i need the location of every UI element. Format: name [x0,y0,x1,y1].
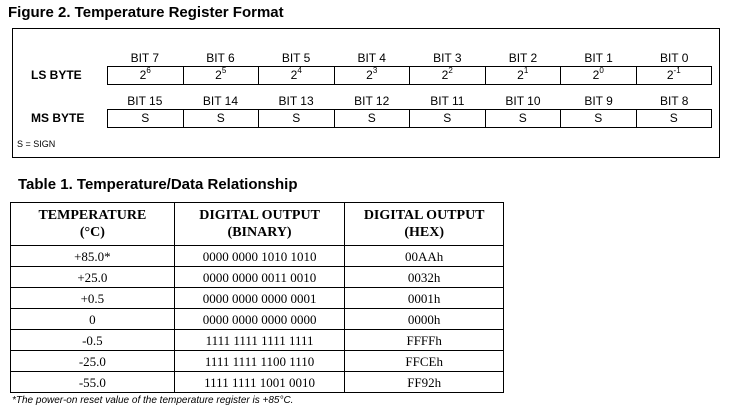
weight-exponent: 6 [146,66,151,75]
header-binary [174,203,345,246]
bit-label: BIT 15 [127,94,163,108]
temperature-cell: -55.0 [11,372,175,393]
table-row [11,246,504,267]
sign-bit-cell: S [485,110,561,127]
table-header-row [11,203,504,246]
header-line: TEMPERATURE [38,208,147,223]
bit-label: BIT 11 [430,94,465,108]
weight-exponent: 2 [448,66,453,75]
bit-label: BIT 3 [433,51,462,65]
weight-base: 2 [290,68,298,82]
weight-base: 2 [366,68,373,82]
bit-label: BIT 6 [206,51,235,65]
hex-cell: 00AAh [345,246,504,267]
bit-weight-cell [636,67,712,84]
bit-label: BIT 8 [659,94,689,108]
register-format-figure [12,28,720,158]
hex-cell: FFCEh [345,351,504,372]
ls-bit-labels [107,51,712,66]
bit-weight-cell [108,67,183,84]
bit-label: BIT 4 [357,51,386,65]
weight-exponent: 5 [221,66,227,75]
weight-exponent: -1 [673,66,681,75]
bit-label: BIT 1 [584,51,613,65]
temperature-cell: 0 [11,309,175,330]
table-row [11,351,504,372]
header-unit: (°C) [79,225,105,240]
binary-cell: 0000 0000 0000 0000 [174,309,345,330]
temperature-cell: +0.5 [11,288,175,309]
ms-byte-cells [107,109,712,128]
hex-cell: FF92h [345,372,504,393]
bit-label: BIT 0 [659,51,689,65]
header-line: DIGITAL OUTPUT [363,208,485,223]
sign-bit-cell: S [183,110,259,127]
weight-exponent: 3 [372,66,378,75]
header-line: DIGITAL OUTPUT [199,208,320,223]
weight-base: 2 [139,68,147,82]
hex-cell: FFFFh [345,330,504,351]
bit-label: BIT 10 [505,94,541,108]
ms-bit-labels [107,94,712,109]
header-unit: (BINARY) [227,225,292,240]
sign-bit-cell: S [560,110,636,127]
hex-cell: 0000h [345,309,504,330]
temperature-cell: +25.0 [11,267,175,288]
binary-cell: 0000 0000 1010 1010 [174,246,345,267]
bit-weight-cell [409,67,485,84]
bit-label: BIT 9 [584,94,613,108]
weight-base: 2 [215,68,222,82]
table-footnote: *The power-on reset value of the temperature register is +85°C. [12,395,294,406]
sign-legend: S = SIGN [17,139,56,149]
weight-exponent: 1 [523,66,529,75]
bit-label: BIT 2 [508,51,538,65]
hex-cell: 0001h [345,288,504,309]
bit-weight-cell [258,67,334,84]
ms-byte-label: MS BYTE [31,111,85,125]
sign-bit-cell: S [334,110,410,127]
bit-weight-cell [485,67,561,84]
binary-cell: 0000 0000 0011 0010 [174,267,345,288]
ls-byte-cells [107,66,712,85]
table-title: Table 1. Temperature/Data Relationship [18,176,298,193]
weight-exponent: 4 [297,66,302,75]
header-hex [345,203,504,246]
binary-cell: 1111 1111 1001 0010 [174,372,345,393]
binary-cell: 1111 1111 1100 1110 [174,351,345,372]
sign-bit-cell: S [258,110,334,127]
temperature-cell: -25.0 [11,351,175,372]
sign-bit-cell: S [636,110,712,127]
header-temperature [11,203,175,246]
table-row [11,267,504,288]
bit-weight-cell [183,67,259,84]
bit-weight-cell [334,67,410,84]
bit-label: BIT 7 [130,51,160,65]
bit-label: BIT 13 [278,94,314,108]
table-row [11,372,504,393]
sign-bit-cell: S [409,110,485,127]
hex-cell: 0032h [345,267,504,288]
table-row [11,330,504,351]
table-row [11,309,504,330]
binary-cell: 0000 0000 0000 0001 [174,288,345,309]
temperature-data-table [10,202,504,393]
weight-exponent: 0 [599,66,604,75]
weight-base: 2 [517,68,524,82]
ls-byte-label: LS BYTE [31,68,82,82]
sign-bit-cell: S [141,111,150,125]
temperature-cell: -0.5 [11,330,175,351]
bit-label: BIT 5 [281,51,311,65]
figure-title: Figure 2. Temperature Register Format [8,4,284,21]
weight-base: 2 [666,68,674,82]
binary-cell: 1111 1111 1111 1111 [174,330,345,351]
weight-base: 2 [592,68,600,82]
bit-label: BIT 12 [354,94,390,108]
bit-weight-cell [560,67,636,84]
temperature-cell: +85.0* [11,246,175,267]
header-unit: (HEX) [404,225,445,240]
weight-base: 2 [441,68,449,82]
bit-label: BIT 14 [202,94,238,108]
table-row [11,288,504,309]
